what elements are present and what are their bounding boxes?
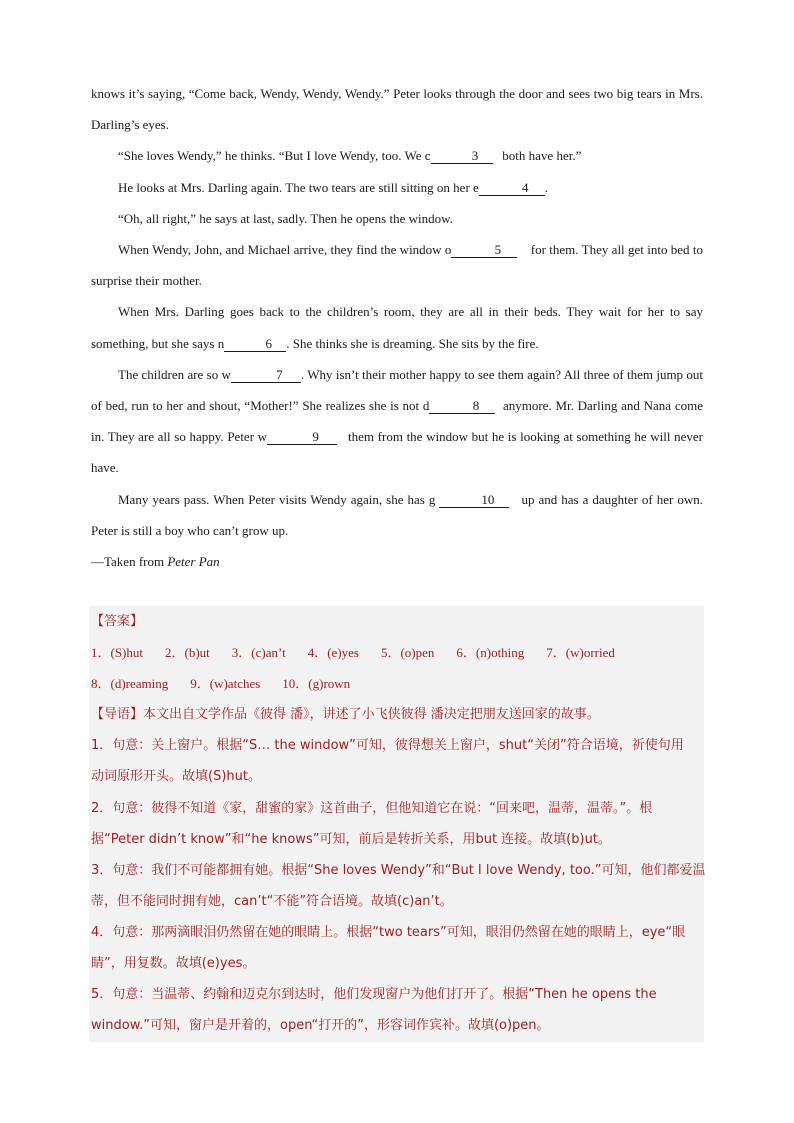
paragraph-text: “She loves Wendy,” he thinks. “But I love Wendy, too. We c (118, 148, 431, 164)
paragraph-text: both have her.” (502, 148, 582, 164)
paragraph-2 (91, 140, 703, 171)
paragraph-4 (91, 203, 703, 234)
paragraph-text: When Mrs. Darling goes back to the children’s room, they are all in their beds. They wait for her to say something, but she says n (91, 304, 703, 351)
intro-line (91, 699, 702, 730)
blank-5: 5 (451, 243, 517, 258)
answer-header: 【答案】 (91, 614, 144, 629)
paragraph-text: “Oh, all right,” he says at last, sadly. Then he opens the window. (118, 210, 453, 226)
blank-9: 9 (267, 430, 337, 445)
explanation-5-line-2: window.”可知，窗户是开着的，open“打开的”，形容词作宾补。故填(o)pen。 (91, 1018, 550, 1034)
answer-row-1 (91, 637, 702, 668)
blank-3: 3 (431, 149, 493, 164)
paragraph-text: He looks at Mrs. Darling again. The two tears are still sitting on her e (118, 179, 479, 195)
blank-6: 6 (224, 337, 286, 352)
paragraph-text: up and has a daughter of her own. Peter is still a boy who can’t grow up. (91, 491, 704, 538)
answer-row-2 (91, 668, 702, 699)
answer-item: 7．(w)orried (546, 645, 615, 661)
blank-4: 4 (479, 181, 545, 196)
explanation-3-line-1: 3．句意：我们不可能都拥有她。根据“She loves Wendy”和“But I love Wendy, too.”可知，他们都爱温 (91, 862, 706, 878)
paragraph-text: them from the window but he is looking at something he will never have. (91, 429, 703, 476)
paragraph-text: for them. They all get into bed to surprise their mother. (91, 242, 704, 289)
explanation-1-line-2: 动词原形开头。故填(S)hut。 (91, 769, 261, 785)
explanation-2-line-1: 2．句意：彼得不知道《家，甜蜜的家》这首曲子，但他知道它在说：“回来吧，温蒂，温蒂。”。根 (91, 800, 653, 816)
reading-passage (91, 78, 703, 577)
intro-label: 【导语】 (91, 707, 144, 723)
source-prefix: —Taken from (91, 554, 168, 570)
answer-item: 2．(b)ut (165, 645, 210, 661)
explanation-5-line-1: 5．句意：当温蒂、约翰和迈克尔到达时，他们发现窗户为他们打开了。根据“Then he opens the (91, 987, 657, 1003)
intro-text: 本文出自文学作品《彼得 潘》，讲述了小飞侠彼得 潘决定把朋友送回家的故事。 (143, 707, 600, 723)
answer-item: 10．(g)rown (282, 676, 351, 692)
explanation-1-line-1: 1．句意：关上窗户。根据“S… the window”可知，彼得想关上窗户，shut“关闭”符合语境，祈使句用 (91, 738, 684, 754)
blank-7: 7 (231, 368, 301, 383)
explanation-3-line-2: 蒂，但不能同时拥有她，can’t“不能”符合语境。故填(c)an’t。 (91, 893, 453, 909)
paragraph-5 (91, 234, 703, 296)
paragraph-text: knows it’s saying, “Come back, Wendy, Wendy, Wendy.” Peter looks through the door and sees two big tears in Mrs. Darling’s eyes. (91, 86, 703, 133)
answer-item: 9．(w)atches (190, 676, 261, 692)
paragraph-text: The children are so w (118, 366, 231, 382)
answer-item: 8．(d)reaming (91, 676, 169, 692)
paragraph-text: . Why isn’t their mother happy to see them again? All three of them jump out of bed, run to her and shout, “Mother!” She realizes she is not d (91, 366, 703, 414)
answer-item: 3．(c)an’t (231, 645, 286, 661)
paragraph-text: Many years pass. When Peter visits Wendy again, she has g (118, 491, 436, 507)
paragraph-7 (91, 359, 703, 484)
blank-8: 8 (429, 399, 495, 414)
explanation-4-line-2: 睛”，用复数。故填(e)yes。 (91, 956, 256, 972)
paragraph-text: When Wendy, John, and Michael arrive, they find the window o (118, 242, 452, 258)
source-title: Peter Pan (167, 554, 220, 570)
paragraph-text: anymore. Mr. Darling and Nana come in. They are all so happy. Peter w (91, 398, 703, 445)
explanation-2-line-2: 据“Peter didn’t know”和“he knows”可知，前后是转折关系，用but 连接。故填(b)ut。 (91, 831, 611, 847)
paragraph-1 (91, 78, 703, 140)
paragraph-text: . She thinks she is dreaming. She sits by the fire. (286, 335, 539, 351)
blank-10: 10 (439, 493, 509, 508)
paragraph-3 (91, 172, 703, 203)
source-citation (91, 546, 703, 577)
paragraph-text: . (544, 179, 549, 195)
answer-item: 5．(o)pen (380, 645, 435, 661)
paragraph-6 (91, 296, 703, 358)
paragraph-8 (91, 484, 703, 546)
answer-item: 6．(n)othing (456, 645, 525, 661)
explanation-4-line-1: 4．句意：那两滴眼泪仍然留在她的眼睛上。根据“two tears”可知，眼泪仍然留在她的眼睛上，eye“眼 (91, 924, 686, 940)
answer-item: 4．(e)yes (307, 645, 359, 661)
answer-item: 1．(S)hut (91, 645, 144, 661)
answer-section (89, 606, 704, 1042)
